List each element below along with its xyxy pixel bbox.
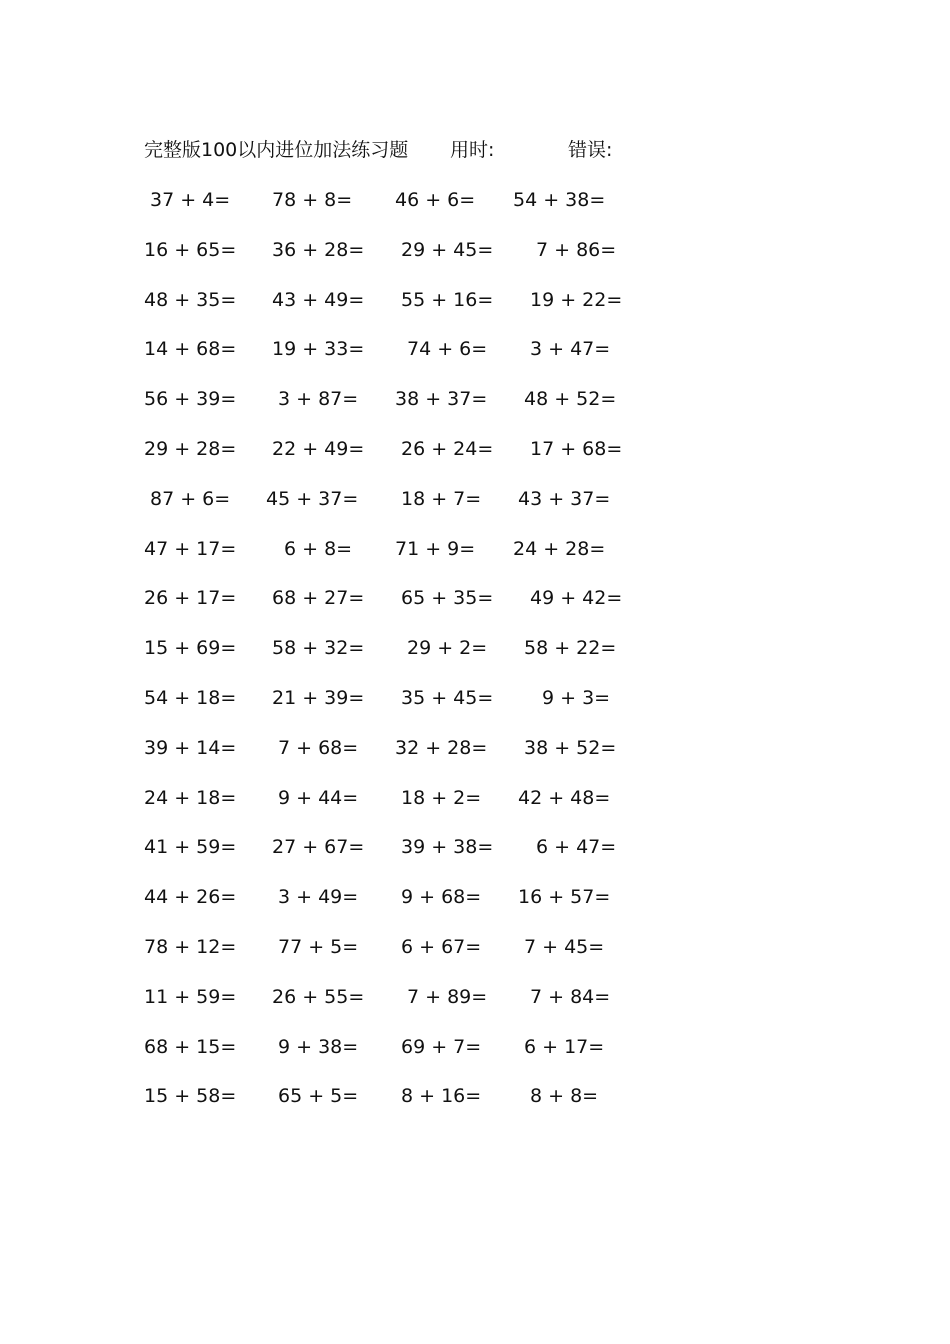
addition-problem: 7 + 45= (524, 936, 605, 958)
addition-problem: 29 + 28= (144, 438, 237, 460)
addition-problem: 26 + 17= (144, 587, 237, 609)
addition-problem: 39 + 14= (144, 737, 237, 759)
addition-problem: 9 + 38= (278, 1036, 359, 1058)
addition-problem: 26 + 55= (272, 986, 365, 1008)
addition-problem: 6 + 17= (524, 1036, 605, 1058)
addition-problem: 68 + 15= (144, 1036, 237, 1058)
addition-problem: 71 + 9= (395, 538, 476, 560)
addition-problem: 49 + 42= (530, 587, 623, 609)
addition-problem: 87 + 6= (150, 488, 231, 510)
addition-problem: 14 + 68= (144, 338, 237, 360)
addition-problem: 44 + 26= (144, 886, 237, 908)
errors-label: 错误: (568, 139, 613, 161)
addition-problem: 8 + 16= (401, 1085, 482, 1107)
addition-problem: 69 + 7= (401, 1036, 482, 1058)
addition-problem: 29 + 2= (407, 637, 488, 659)
addition-problem: 24 + 28= (513, 538, 606, 560)
addition-problem: 7 + 89= (407, 986, 488, 1008)
addition-problem: 7 + 68= (278, 737, 359, 759)
addition-problem: 19 + 22= (530, 289, 623, 311)
addition-problem: 68 + 27= (272, 587, 365, 609)
addition-problem: 32 + 28= (395, 737, 488, 759)
addition-problem: 11 + 59= (144, 986, 237, 1008)
addition-problem: 77 + 5= (278, 936, 359, 958)
addition-problem: 29 + 45= (401, 239, 494, 261)
addition-problem: 38 + 37= (395, 388, 488, 410)
addition-problem: 48 + 52= (524, 388, 617, 410)
addition-problem: 7 + 86= (536, 239, 617, 261)
addition-problem: 3 + 49= (278, 886, 359, 908)
addition-problem: 6 + 8= (284, 538, 353, 560)
addition-problem: 15 + 69= (144, 637, 237, 659)
addition-problem: 43 + 49= (272, 289, 365, 311)
addition-problem: 6 + 47= (536, 836, 617, 858)
addition-problem: 78 + 8= (272, 189, 353, 211)
addition-problem: 36 + 28= (272, 239, 365, 261)
addition-problem: 24 + 18= (144, 787, 237, 809)
addition-problem: 26 + 24= (401, 438, 494, 460)
addition-problem: 6 + 67= (401, 936, 482, 958)
addition-problem: 45 + 37= (266, 488, 359, 510)
addition-problem: 17 + 68= (530, 438, 623, 460)
addition-problem: 41 + 59= (144, 836, 237, 858)
addition-problem: 38 + 52= (524, 737, 617, 759)
addition-problem: 7 + 84= (530, 986, 611, 1008)
addition-problem: 22 + 49= (272, 438, 365, 460)
addition-problem: 15 + 58= (144, 1085, 237, 1107)
addition-problem: 3 + 47= (530, 338, 611, 360)
worksheet-title: 完整版100以内进位加法练习题 (144, 139, 409, 161)
addition-problem: 21 + 39= (272, 687, 365, 709)
addition-problem: 3 + 87= (278, 388, 359, 410)
addition-problem: 9 + 3= (542, 687, 611, 709)
addition-problem: 42 + 48= (518, 787, 611, 809)
addition-problem: 55 + 16= (401, 289, 494, 311)
addition-problem: 18 + 7= (401, 488, 482, 510)
addition-problem: 9 + 68= (401, 886, 482, 908)
time-label: 用时: (450, 139, 495, 161)
addition-problem: 74 + 6= (407, 338, 488, 360)
addition-problem: 46 + 6= (395, 189, 476, 211)
addition-problem: 43 + 37= (518, 488, 611, 510)
addition-problem: 65 + 5= (278, 1085, 359, 1107)
addition-problem: 54 + 38= (513, 189, 606, 211)
addition-problem: 8 + 8= (530, 1085, 599, 1107)
addition-problem: 27 + 67= (272, 836, 365, 858)
addition-problem: 37 + 4= (150, 189, 231, 211)
addition-problem: 16 + 65= (144, 239, 237, 261)
addition-problem: 35 + 45= (401, 687, 494, 709)
addition-problem: 58 + 22= (524, 637, 617, 659)
addition-problem: 48 + 35= (144, 289, 237, 311)
addition-problem: 39 + 38= (401, 836, 494, 858)
addition-problem: 9 + 44= (278, 787, 359, 809)
addition-problem: 18 + 2= (401, 787, 482, 809)
addition-problem: 78 + 12= (144, 936, 237, 958)
addition-problem: 54 + 18= (144, 687, 237, 709)
addition-problem: 58 + 32= (272, 637, 365, 659)
addition-problem: 19 + 33= (272, 338, 365, 360)
addition-problem: 47 + 17= (144, 538, 237, 560)
addition-problem: 65 + 35= (401, 587, 494, 609)
addition-problem: 56 + 39= (144, 388, 237, 410)
addition-problem: 16 + 57= (518, 886, 611, 908)
